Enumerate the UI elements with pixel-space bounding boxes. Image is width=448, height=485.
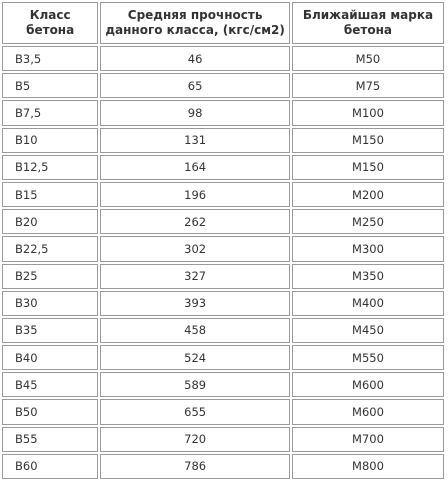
cell-nearest-grade: M450	[292, 318, 444, 343]
cell-concrete-class: B60	[2, 454, 98, 479]
table-row	[2, 264, 444, 289]
cell-nearest-grade: M600	[292, 399, 444, 424]
cell-average-strength: 589	[100, 372, 290, 397]
table-row	[2, 236, 444, 261]
cell-concrete-class: B35	[2, 318, 98, 343]
cell-nearest-grade: M400	[292, 291, 444, 316]
table-row	[2, 454, 444, 479]
cell-nearest-grade: M300	[292, 236, 444, 261]
cell-average-strength: 327	[100, 264, 290, 289]
table-row	[2, 46, 444, 71]
cell-concrete-class: B45	[2, 372, 98, 397]
cell-average-strength: 720	[100, 427, 290, 452]
cell-concrete-class: B7,5	[2, 100, 98, 125]
cell-concrete-class: B10	[2, 128, 98, 153]
table-header	[2, 2, 444, 44]
cell-average-strength: 131	[100, 128, 290, 153]
table-body	[2, 46, 444, 479]
cell-average-strength: 524	[100, 345, 290, 370]
cell-nearest-grade: M50	[292, 46, 444, 71]
table-row	[2, 372, 444, 397]
cell-average-strength: 98	[100, 100, 290, 125]
table-row	[2, 291, 444, 316]
header-nearest-grade: Ближайшая марка бетона	[292, 2, 444, 44]
cell-nearest-grade: M150	[292, 128, 444, 153]
cell-concrete-class: B3,5	[2, 46, 98, 71]
table-row	[2, 345, 444, 370]
cell-concrete-class: B30	[2, 291, 98, 316]
table-row	[2, 399, 444, 424]
cell-nearest-grade: M350	[292, 264, 444, 289]
cell-concrete-class: B40	[2, 345, 98, 370]
cell-average-strength: 65	[100, 73, 290, 98]
cell-nearest-grade: M250	[292, 209, 444, 234]
cell-nearest-grade: M600	[292, 372, 444, 397]
cell-average-strength: 302	[100, 236, 290, 261]
table-row	[2, 155, 444, 180]
cell-nearest-grade: M150	[292, 155, 444, 180]
cell-concrete-class: B5	[2, 73, 98, 98]
cell-average-strength: 458	[100, 318, 290, 343]
cell-nearest-grade: M800	[292, 454, 444, 479]
table-row	[2, 318, 444, 343]
cell-concrete-class: B50	[2, 399, 98, 424]
cell-average-strength: 262	[100, 209, 290, 234]
cell-concrete-class: B12,5	[2, 155, 98, 180]
cell-average-strength: 393	[100, 291, 290, 316]
cell-average-strength: 46	[100, 46, 290, 71]
cell-concrete-class: B15	[2, 182, 98, 207]
table-row	[2, 128, 444, 153]
cell-average-strength: 196	[100, 182, 290, 207]
header-row	[2, 2, 444, 44]
header-concrete-class: Класс бетона	[2, 2, 98, 44]
cell-nearest-grade: M75	[292, 73, 444, 98]
cell-nearest-grade: M100	[292, 100, 444, 125]
cell-concrete-class: B25	[2, 264, 98, 289]
cell-nearest-grade: M200	[292, 182, 444, 207]
cell-nearest-grade: M550	[292, 345, 444, 370]
cell-concrete-class: B55	[2, 427, 98, 452]
cell-average-strength: 655	[100, 399, 290, 424]
table-row	[2, 427, 444, 452]
table-row	[2, 73, 444, 98]
cell-nearest-grade: M700	[292, 427, 444, 452]
cell-average-strength: 164	[100, 155, 290, 180]
header-average-strength: Средняя прочность данного класса, (кгс/см2)	[100, 2, 290, 44]
table-row	[2, 100, 444, 125]
cell-concrete-class: B20	[2, 209, 98, 234]
cell-concrete-class: B22,5	[2, 236, 98, 261]
table-row	[2, 209, 444, 234]
table-row	[2, 182, 444, 207]
cell-average-strength: 786	[100, 454, 290, 479]
